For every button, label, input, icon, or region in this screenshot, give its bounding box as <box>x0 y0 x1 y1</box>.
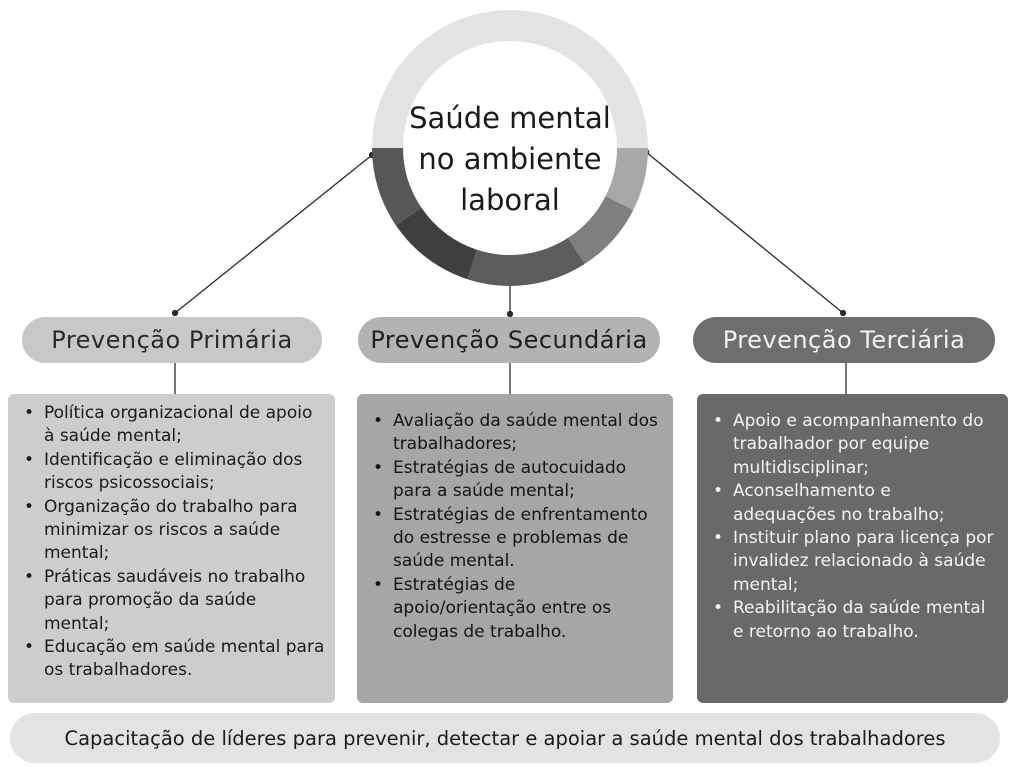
list-item: • Instituir plano para licença por invalidez relacionado à saúde mental; <box>707 527 998 597</box>
secondary-prevention-box <box>357 394 673 703</box>
tertiary-prevention-box <box>697 394 1008 703</box>
list-item: • Aconselhamento e adequações no trabalho; <box>707 480 998 527</box>
center-title-line: laboral <box>460 183 560 217</box>
primary-prevention-header: Prevenção Primária <box>22 317 322 363</box>
list-item: • Estratégias de enfrentamento do estresse e problemas de saúde mental. <box>367 504 663 574</box>
list-item: • Estratégias de apoio/orientação entre os colegas de trabalho. <box>367 574 663 644</box>
list-item: • Avaliação da saúde mental dos trabalhadores; <box>367 410 663 457</box>
center-title-line: no ambiente <box>418 142 602 176</box>
center-title-line: Saúde mental <box>409 101 611 135</box>
center-title <box>390 98 630 221</box>
primary-prevention-box <box>8 394 335 703</box>
list-item: • Organização do trabalho para minimizar os riscos a saúde mental; <box>18 496 325 566</box>
list-item: • Reabilitação da saúde mental e retorno ao trabalho. <box>707 597 998 644</box>
list-item: • Estratégias de autocuidado para a saúde mental; <box>367 457 663 504</box>
list-item: • Educação em saúde mental para os trabalhadores. <box>18 636 325 683</box>
tertiary-prevention-header: Prevenção Terciária <box>693 317 995 363</box>
list-item: • Política organizacional de apoio à saúde mental; <box>18 402 325 449</box>
list-item: • Apoio e acompanhamento do trabalhador por equipe multidisciplinar; <box>707 410 998 480</box>
secondary-prevention-header: Prevenção Secundária <box>358 317 660 363</box>
list-item: • Identificação e eliminação dos riscos psicossociais; <box>18 449 325 496</box>
list-item: • Práticas saudáveis no trabalho para promoção da saúde mental; <box>18 566 325 636</box>
leadership-training-banner: Capacitação de líderes para prevenir, detectar e apoiar a saúde mental dos trabalhadores <box>10 713 1000 763</box>
